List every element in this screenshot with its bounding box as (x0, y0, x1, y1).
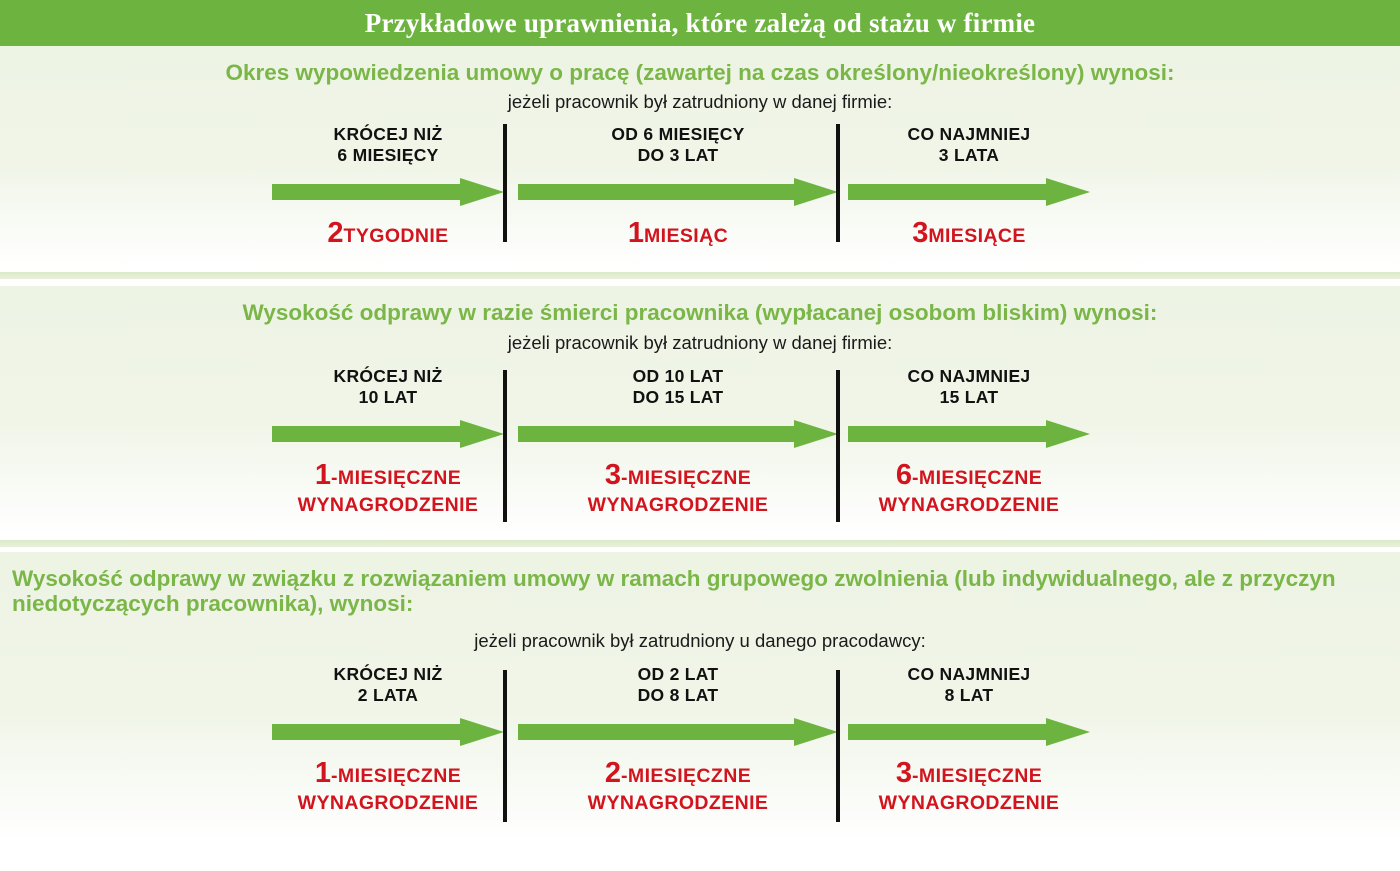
column-tier-3 (848, 124, 1090, 250)
section-death-severance (0, 286, 1400, 534)
value-unit: -MIESIĘCZNE (331, 765, 462, 787)
tier-label-line1: CO NAJMNIEJ (907, 124, 1031, 144)
section-subtitle: jeżeli pracownik był zatrudniony w danej firmie: (507, 332, 893, 353)
tier-label (848, 124, 1090, 166)
tier-value (518, 216, 838, 250)
section-separator (0, 272, 1400, 279)
tier-value (518, 458, 838, 517)
value-line2: WYNAGRODZENIE (878, 494, 1060, 517)
arrow-container (518, 712, 838, 752)
tier-label-line2: 3 LATA (938, 145, 1000, 165)
value-number: 1 (627, 217, 645, 249)
section-heading: Wysokość odprawy w związku z rozwiązaniem umowy w ramach grupowego zwolnienia (lub indywidualnego, ale z przyczyn niedotyczących pracownika), wynosi: (12, 566, 1336, 617)
arrow-container (518, 172, 838, 212)
value-unit: -MIESIĘCZNE (621, 765, 752, 787)
column-divider (503, 370, 507, 522)
column-divider (503, 124, 507, 242)
arrow-container (848, 712, 1090, 752)
column-tier-3 (848, 366, 1090, 517)
green-arrow-icon (848, 420, 1090, 448)
tier-label (518, 366, 838, 408)
value-unit: -MIESIĘCZNE (621, 467, 752, 489)
column-divider (836, 124, 840, 242)
value-line2: WYNAGRODZENIE (297, 494, 479, 517)
value-line2: WYNAGRODZENIE (878, 792, 1060, 815)
value-number: 2 (604, 757, 622, 789)
tier-label (518, 664, 838, 706)
tier-value (848, 216, 1090, 250)
tier-label-line1: OD 6 MIESIĘCY (611, 124, 745, 144)
column-tier-1 (272, 366, 504, 517)
value-number: 3 (912, 217, 929, 249)
arrow-container (272, 172, 504, 212)
section-subtitle: jeżeli pracownik był zatrudniony u danego pracodawcy: (474, 630, 926, 651)
tier-label-line2: 15 LAT (939, 387, 999, 407)
tier-value (848, 458, 1090, 517)
tier-label-line1: KRÓCEJ NIŻ (333, 124, 443, 144)
section-heading: Okres wypowiedzenia umowy o pracę (zawartej na czas określony/nieokreślony) wynosi: (225, 60, 1175, 85)
value-unit: TYGODNIE (343, 225, 449, 247)
column-tier-3 (848, 664, 1090, 815)
tier-label (272, 664, 504, 706)
tier-value (272, 216, 504, 250)
green-arrow-icon (518, 178, 838, 206)
section-heading: Wysokość odprawy w razie śmierci pracownika (wypłacanej osobom bliskim) wynosi: (242, 300, 1158, 325)
value-line2: WYNAGRODZENIE (587, 494, 769, 517)
tier-label-line2: DO 3 LAT (637, 145, 719, 165)
tier-label (848, 366, 1090, 408)
tier-label-line2: 10 LAT (358, 387, 418, 407)
green-arrow-icon (848, 718, 1090, 746)
value-unit: MIESIĄCE (928, 225, 1026, 247)
green-arrow-icon (272, 420, 504, 448)
tier-label (272, 366, 504, 408)
tier-label-line2: 8 LAT (944, 685, 994, 705)
arrow-container (848, 172, 1090, 212)
value-number: 2 (327, 217, 344, 249)
column-tier-2 (518, 664, 838, 815)
green-arrow-icon (848, 178, 1090, 206)
green-arrow-icon (518, 718, 838, 746)
arrow-container (272, 712, 504, 752)
tier-label-line1: CO NAJMNIEJ (907, 366, 1031, 386)
tier-label-line1: OD 10 LAT (632, 366, 724, 386)
value-unit: -MIESIĘCZNE (912, 765, 1043, 787)
column-divider (836, 670, 840, 822)
value-number: 3 (895, 757, 913, 789)
value-unit: -MIESIĘCZNE (912, 467, 1043, 489)
green-arrow-icon (272, 718, 504, 746)
page-title: Przykładowe uprawnienia, które zależą od stażu w firmie (364, 7, 1036, 38)
value-unit: MIESIĄC (644, 225, 729, 247)
section-group-layoff-severance (0, 552, 1400, 842)
value-line2: WYNAGRODZENIE (297, 792, 479, 815)
arrow-container (848, 414, 1090, 454)
value-number: 1 (314, 459, 332, 491)
tier-label-line1: KRÓCEJ NIŻ (333, 664, 443, 684)
tier-label (518, 124, 838, 166)
column-divider (836, 370, 840, 522)
tier-label-line2: 6 MIESIĘCY (337, 145, 439, 165)
tier-value (272, 458, 504, 517)
tier-label (848, 664, 1090, 706)
arrow-container (272, 414, 504, 454)
column-divider (503, 670, 507, 822)
tier-label-line2: DO 15 LAT (632, 387, 724, 407)
section-notice-period (0, 46, 1400, 266)
tier-value (848, 756, 1090, 815)
column-tier-2 (518, 124, 838, 250)
section-separator (0, 540, 1400, 547)
section-subtitle: jeżeli pracownik był zatrudniony w danej firmie: (507, 91, 893, 112)
green-arrow-icon (272, 178, 504, 206)
column-tier-1 (272, 124, 504, 250)
tier-label-line1: KRÓCEJ NIŻ (333, 366, 443, 386)
tier-value (518, 756, 838, 815)
value-unit: -MIESIĘCZNE (331, 467, 462, 489)
column-tier-2 (518, 366, 838, 517)
column-tier-1 (272, 664, 504, 815)
value-number: 6 (895, 459, 913, 491)
tier-label-line2: 2 LATA (357, 685, 419, 705)
tier-label-line2: DO 8 LAT (637, 685, 719, 705)
tier-label (272, 124, 504, 166)
value-line2: WYNAGRODZENIE (587, 792, 769, 815)
tier-value (272, 756, 504, 815)
green-arrow-icon (518, 420, 838, 448)
tier-label-line1: CO NAJMNIEJ (907, 664, 1031, 684)
tier-label-line1: OD 2 LAT (637, 664, 719, 684)
title-banner (0, 0, 1400, 46)
arrow-container (518, 414, 838, 454)
value-number: 3 (604, 459, 622, 491)
value-number: 1 (314, 757, 332, 789)
